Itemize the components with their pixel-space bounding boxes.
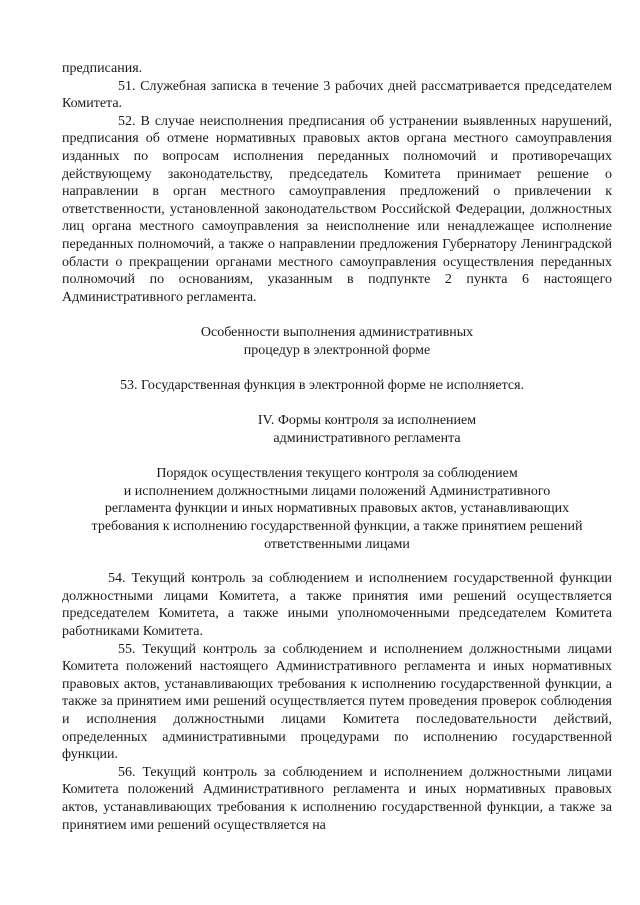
paragraph-56: 56. Текущий контроль за соблюдением и исполнением должностными лицами Комитета положений Административного регламента и иных нормативных правовых актов, устанавливающих требования к исполнению государственной функции, а также за принятием ими решений осуществляется на	[62, 764, 612, 833]
heading-line: и исполнением должностными лицами положений Административного	[123, 483, 551, 499]
paragraph-51: 51. Служебная записка в течение 3 рабочих дней рассматривается председателем Комитета.	[62, 78, 612, 112]
paragraph-53: 53. Государственная функция в электронной форме не исполняется.	[120, 377, 525, 393]
paragraph-continuation: предписания.	[62, 61, 143, 76]
heading-line: ответственными лицами	[264, 536, 410, 552]
heading-current-control	[62, 465, 612, 553]
heading-line: административного регламента	[273, 430, 461, 446]
document-page	[62, 60, 612, 834]
heading-line: IV. Формы контроля за исполнением	[257, 413, 477, 429]
heading-section-4	[62, 412, 612, 447]
paragraph-55: 55. Текущий контроль за соблюдением и исполнением должностными лицами Комитета положений настоящего Административного регламента и иных нормативных правовых актов, устанавливающих требования к исполнению государственной функции, а также за принятием ими решений осуществляется путем проведения проверок соблюдения и исполнения должностными лицами Комитета последовательности действий, определенных административными процедурами по исполнению государственной функции.	[62, 641, 612, 763]
heading-line: процедур в электронной форме	[243, 342, 431, 358]
heading-line: Порядок осуществления текущего контроля за соблюдением	[156, 466, 518, 482]
heading-line: регламента функции и иных нормативных правовых актов, устанавливающих	[104, 501, 570, 517]
heading-line: требования к исполнению государственной функции, а также принятием решений	[91, 519, 583, 535]
paragraph-52: 52. В случае неисполнения предписания об устранении выявленных нарушений, предписания об отмене нормативных правовых актов органа местного самоуправления изданных по вопросам исполнения переданных полномочий и противоречащих действующему законодательству, председатель Комитета принимает решение о направлении в орган местного самоуправления предложений о привлечении к ответственности, установленной законодательством Российской Федерации, должностных лиц органа местного самоуправления за неисполнение или ненадлежащее исполнение переданных полномочий, а также о направлении предложения Губернатору Ленинградской области о прекращении органами местного самоуправления осуществления переданных полномочий по основаниям, указанным в подпункте 2 пункта 6 настоящего Административного регламента.	[62, 113, 612, 305]
heading-electronic-form	[62, 324, 612, 359]
heading-line: Особенности выполнения административных	[200, 325, 474, 341]
paragraph-54: 54. Текущий контроль за соблюдением и исполнением государственной функции должностными лицами Комитета, а также принятия ими решений осуществляется председателем Комитета, а также иными уполномоченными председателем Комитета работниками Комитета.	[62, 571, 612, 640]
